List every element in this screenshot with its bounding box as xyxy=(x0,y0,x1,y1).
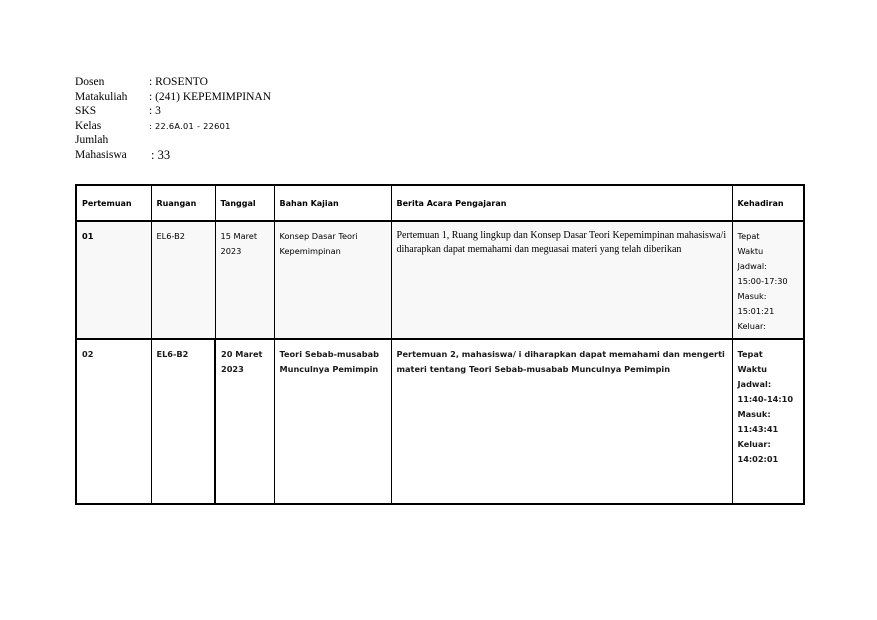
info-kelas xyxy=(75,119,375,134)
cell-kehadiran xyxy=(732,221,804,339)
kelas-value: : 22.6A.01 - 22601 xyxy=(149,120,231,131)
kehadiran-line: Waktu xyxy=(737,364,767,374)
kelas-label: Kelas xyxy=(75,119,102,132)
info-dosen xyxy=(75,75,375,90)
meetings-table xyxy=(75,184,805,505)
cell-kehadiran xyxy=(732,339,804,504)
cell-bahan-kajian: Teori Sebab-musabab Munculnya Pemimpin xyxy=(274,339,391,504)
mahasiswa-label: Mahasiswa xyxy=(75,148,127,161)
header-berita-acara: Berita Acara Pengajaran xyxy=(391,185,732,221)
kehadiran-line: Jadwal: xyxy=(737,379,772,389)
kehadiran-line: Masuk: xyxy=(737,291,767,301)
matakuliah-label: Matakuliah xyxy=(75,90,128,103)
sks-value: : 3 xyxy=(149,105,161,117)
table-row xyxy=(76,339,804,504)
info-mahasiswa xyxy=(75,148,375,163)
cell-bahan-kajian: Konsep Dasar Teori Kepemimpinan xyxy=(274,221,391,339)
cell-ruangan: EL6-B2 xyxy=(151,339,215,504)
kehadiran-line: 14:02:01 xyxy=(737,454,779,464)
course-info xyxy=(75,75,375,162)
info-jumlah xyxy=(75,133,375,148)
cell-pertemuan: 01 xyxy=(76,221,151,339)
header-ruangan: Ruangan xyxy=(151,185,215,221)
cell-tanggal: 15 Maret 2023 xyxy=(215,221,274,339)
kehadiran-line: 15:01:21 xyxy=(737,306,775,316)
kehadiran-line: Waktu xyxy=(737,246,764,256)
table-row xyxy=(76,221,804,339)
cell-ruangan: EL6-B2 xyxy=(151,221,215,339)
jumlah-label: Jumlah xyxy=(75,134,109,146)
header-kehadiran: Kehadiran xyxy=(732,185,804,221)
kehadiran-line: 15:00-17:30 xyxy=(737,276,788,286)
dosen-label: Dosen xyxy=(75,76,105,88)
mahasiswa-value: : 33 xyxy=(151,147,171,162)
kehadiran-line: Keluar: xyxy=(737,321,766,331)
kehadiran-line: 11:40-14:10 xyxy=(737,394,794,404)
sks-label: SKS xyxy=(75,105,97,117)
kehadiran-line: 11:43:41 xyxy=(737,424,779,434)
cell-tanggal: 20 Maret 2023 xyxy=(215,339,274,504)
kehadiran-line: Tepat xyxy=(737,349,763,359)
header-tanggal: Tanggal xyxy=(215,185,274,221)
header-bahan-kajian: Bahan Kajian xyxy=(274,185,391,221)
kehadiran-line: Keluar: xyxy=(737,439,771,449)
matakuliah-value: : (241) KEPEMIMPINAN xyxy=(149,90,272,103)
dosen-value: : ROSENTO xyxy=(149,76,208,88)
header-pertemuan: Pertemuan xyxy=(76,185,151,221)
info-matakuliah xyxy=(75,90,375,105)
cell-berita-acara: Pertemuan 2, mahasiswa/ i diharapkan dapat memahami dan mengerti materi tentang Teori Sebab-musabab Munculnya Pemimpin xyxy=(391,339,732,504)
cell-pertemuan: 02 xyxy=(76,339,151,504)
info-sks xyxy=(75,104,375,119)
table-header-row xyxy=(76,185,804,221)
kehadiran-line: Masuk: xyxy=(737,409,771,419)
kehadiran-line: Jadwal: xyxy=(737,261,767,271)
kehadiran-line: Tepat xyxy=(737,231,760,241)
cell-berita-acara: Pertemuan 1, Ruang lingkup dan Konsep Dasar Teori Kepemimpinan mahasiswa/i diharapkan dapat memahami dan meguasai materi yang telah diberikan xyxy=(391,221,732,339)
